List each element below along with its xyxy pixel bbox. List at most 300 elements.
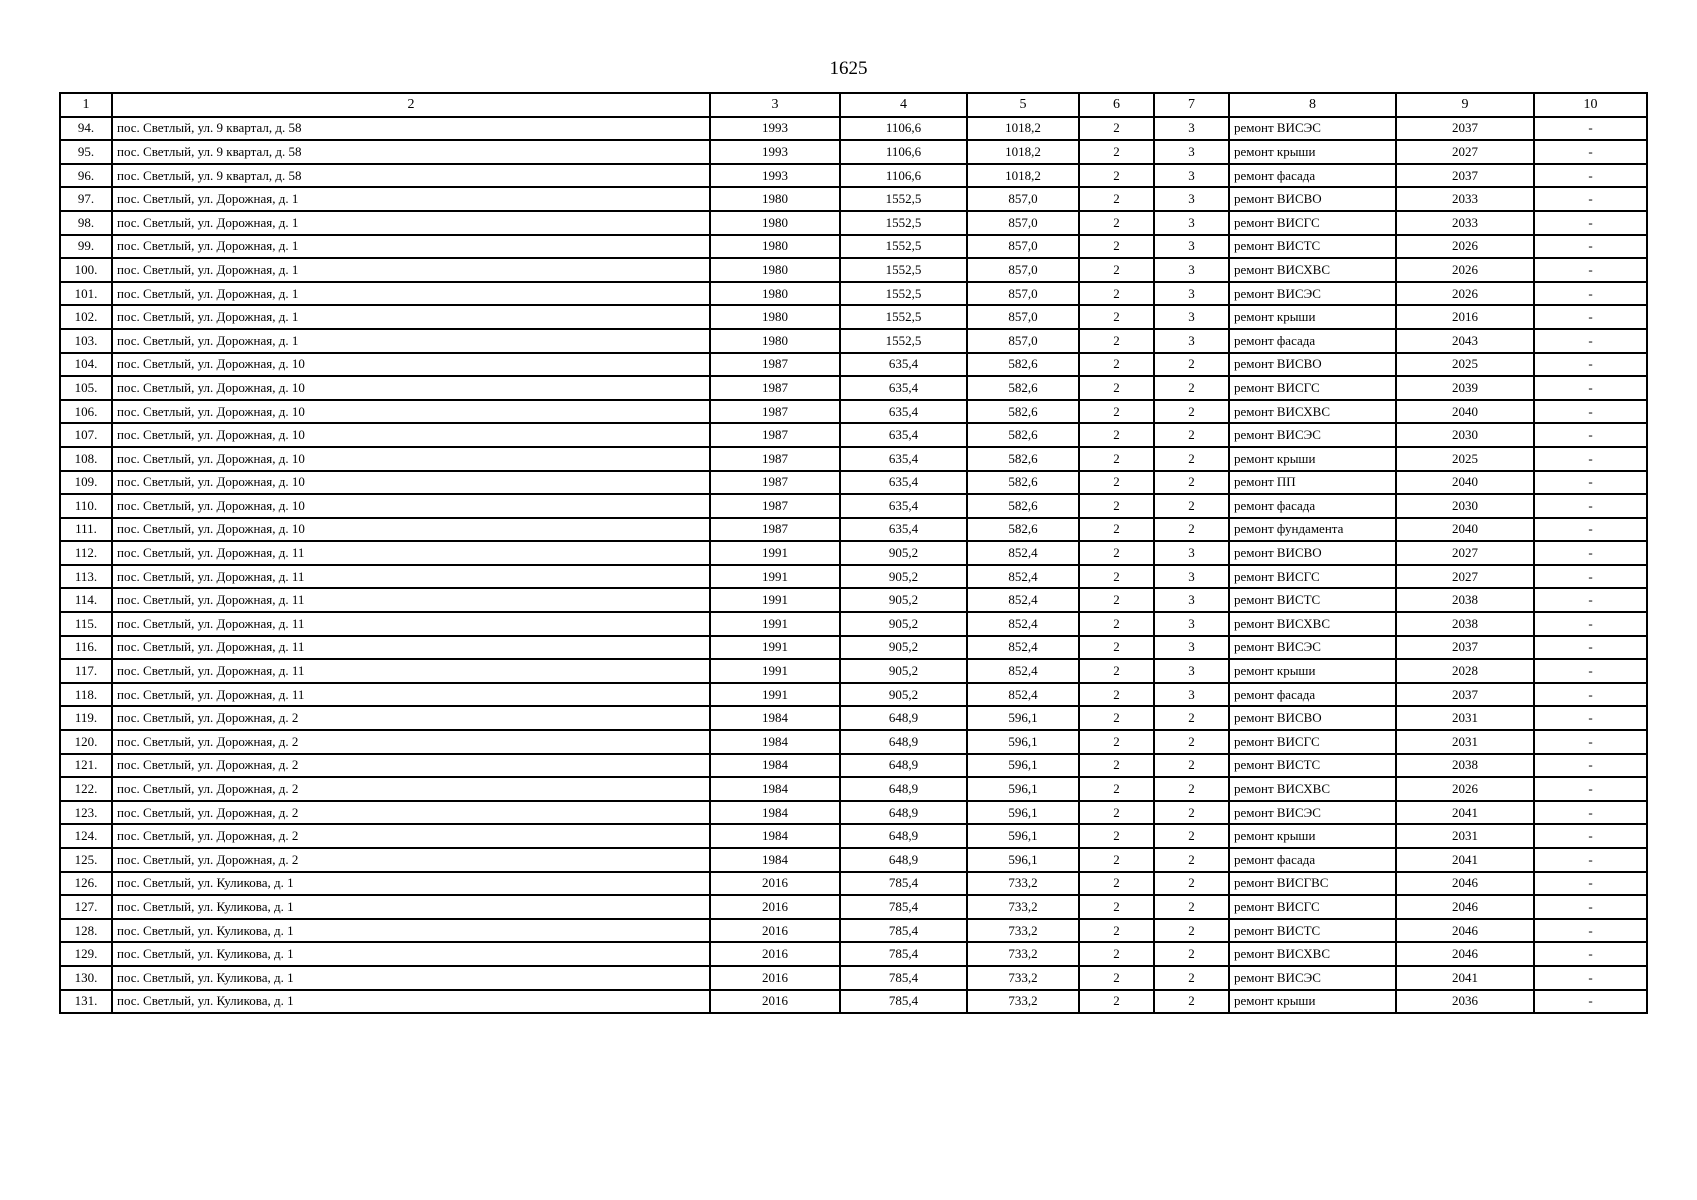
row-number-cell: 97. xyxy=(60,187,112,211)
build-year-cell: 1984 xyxy=(710,777,840,801)
col-6-value-cell: 2 xyxy=(1079,636,1154,660)
planned-year-cell: 2039 xyxy=(1396,376,1534,400)
living-area-cell: 1018,2 xyxy=(967,140,1079,164)
col-7-value-cell: 3 xyxy=(1154,612,1229,636)
table-row xyxy=(60,235,1647,259)
planned-year-cell: 2041 xyxy=(1396,966,1534,990)
col-6-value-cell: 2 xyxy=(1079,872,1154,896)
col-6-value-cell: 2 xyxy=(1079,400,1154,424)
living-area-cell: 733,2 xyxy=(967,895,1079,919)
row-number-cell: 107. xyxy=(60,423,112,447)
address-cell: пос. Светлый, ул. Дорожная, д. 11 xyxy=(112,659,710,683)
row-number-cell: 98. xyxy=(60,211,112,235)
total-area-cell: 635,4 xyxy=(840,494,967,518)
table-row xyxy=(60,919,1647,943)
row-number-cell: 116. xyxy=(60,636,112,660)
build-year-cell: 1980 xyxy=(710,235,840,259)
col-7-value-cell: 3 xyxy=(1154,211,1229,235)
build-year-cell: 1980 xyxy=(710,305,840,329)
col-7-value-cell: 3 xyxy=(1154,659,1229,683)
col-6-value-cell: 2 xyxy=(1079,754,1154,778)
col-6-value-cell: 2 xyxy=(1079,164,1154,188)
table-row xyxy=(60,541,1647,565)
planned-year-cell: 2038 xyxy=(1396,588,1534,612)
col-6-value-cell: 2 xyxy=(1079,305,1154,329)
build-year-cell: 2016 xyxy=(710,990,840,1014)
build-year-cell: 1987 xyxy=(710,353,840,377)
col-7-value-cell: 3 xyxy=(1154,117,1229,141)
living-area-cell: 596,1 xyxy=(967,824,1079,848)
row-number-cell: 119. xyxy=(60,706,112,730)
planned-year-cell: 2031 xyxy=(1396,730,1534,754)
build-year-cell: 1987 xyxy=(710,376,840,400)
col-10-value-cell: - xyxy=(1534,966,1647,990)
total-area-cell: 648,9 xyxy=(840,777,967,801)
address-cell: пос. Светлый, ул. Дорожная, д. 11 xyxy=(112,636,710,660)
column-header-9: 9 xyxy=(1396,93,1534,117)
row-number-cell: 109. xyxy=(60,471,112,495)
address-cell: пос. Светлый, ул. Дорожная, д. 11 xyxy=(112,565,710,589)
row-number-cell: 120. xyxy=(60,730,112,754)
planned-year-cell: 2040 xyxy=(1396,518,1534,542)
build-year-cell: 1991 xyxy=(710,541,840,565)
table-row xyxy=(60,730,1647,754)
build-year-cell: 1984 xyxy=(710,848,840,872)
planned-year-cell: 2037 xyxy=(1396,636,1534,660)
col-7-value-cell: 3 xyxy=(1154,282,1229,306)
col-6-value-cell: 2 xyxy=(1079,659,1154,683)
living-area-cell: 852,4 xyxy=(967,612,1079,636)
col-10-value-cell: - xyxy=(1534,164,1647,188)
row-number-cell: 117. xyxy=(60,659,112,683)
planned-year-cell: 2027 xyxy=(1396,140,1534,164)
living-area-cell: 582,6 xyxy=(967,471,1079,495)
total-area-cell: 1552,5 xyxy=(840,282,967,306)
col-10-value-cell: - xyxy=(1534,706,1647,730)
col-10-value-cell: - xyxy=(1534,777,1647,801)
planned-year-cell: 2040 xyxy=(1396,471,1534,495)
address-cell: пос. Светлый, ул. Дорожная, д. 11 xyxy=(112,541,710,565)
table-row xyxy=(60,824,1647,848)
row-number-cell: 96. xyxy=(60,164,112,188)
col-7-value-cell: 3 xyxy=(1154,235,1229,259)
column-header-8: 8 xyxy=(1229,93,1396,117)
row-number-cell: 123. xyxy=(60,801,112,825)
total-area-cell: 648,9 xyxy=(840,706,967,730)
build-year-cell: 1987 xyxy=(710,518,840,542)
col-7-value-cell: 3 xyxy=(1154,636,1229,660)
address-cell: пос. Светлый, ул. Дорожная, д. 2 xyxy=(112,848,710,872)
total-area-cell: 1552,5 xyxy=(840,235,967,259)
col-7-value-cell: 2 xyxy=(1154,494,1229,518)
table-row xyxy=(60,565,1647,589)
row-number-cell: 112. xyxy=(60,541,112,565)
total-area-cell: 785,4 xyxy=(840,919,967,943)
address-cell: пос. Светлый, ул. Дорожная, д. 1 xyxy=(112,187,710,211)
col-7-value-cell: 2 xyxy=(1154,942,1229,966)
col-6-value-cell: 2 xyxy=(1079,494,1154,518)
col-10-value-cell: - xyxy=(1534,518,1647,542)
planned-year-cell: 2040 xyxy=(1396,400,1534,424)
table-row xyxy=(60,895,1647,919)
row-number-cell: 127. xyxy=(60,895,112,919)
col-10-value-cell: - xyxy=(1534,541,1647,565)
living-area-cell: 582,6 xyxy=(967,447,1079,471)
living-area-cell: 582,6 xyxy=(967,400,1079,424)
col-10-value-cell: - xyxy=(1534,447,1647,471)
table-row xyxy=(60,636,1647,660)
col-10-value-cell: - xyxy=(1534,801,1647,825)
work-type-cell: ремонт ВИСТС xyxy=(1229,235,1396,259)
total-area-cell: 648,9 xyxy=(840,754,967,778)
row-number-cell: 130. xyxy=(60,966,112,990)
address-cell: пос. Светлый, ул. Дорожная, д. 10 xyxy=(112,400,710,424)
total-area-cell: 905,2 xyxy=(840,565,967,589)
col-6-value-cell: 2 xyxy=(1079,895,1154,919)
build-year-cell: 2016 xyxy=(710,942,840,966)
table-row xyxy=(60,423,1647,447)
work-type-cell: ремонт ВИСГВС xyxy=(1229,872,1396,896)
table-row xyxy=(60,447,1647,471)
column-header-5: 5 xyxy=(967,93,1079,117)
row-number-cell: 126. xyxy=(60,872,112,896)
total-area-cell: 1106,6 xyxy=(840,140,967,164)
row-number-cell: 114. xyxy=(60,588,112,612)
col-10-value-cell: - xyxy=(1534,305,1647,329)
address-cell: пос. Светлый, ул. Дорожная, д. 1 xyxy=(112,305,710,329)
address-cell: пос. Светлый, ул. Дорожная, д. 2 xyxy=(112,706,710,730)
build-year-cell: 1980 xyxy=(710,211,840,235)
row-number-cell: 101. xyxy=(60,282,112,306)
row-number-cell: 110. xyxy=(60,494,112,518)
build-year-cell: 2016 xyxy=(710,895,840,919)
planned-year-cell: 2031 xyxy=(1396,706,1534,730)
build-year-cell: 1987 xyxy=(710,423,840,447)
build-year-cell: 1991 xyxy=(710,565,840,589)
build-year-cell: 1991 xyxy=(710,612,840,636)
work-type-cell: ремонт ВИСХВС xyxy=(1229,400,1396,424)
living-area-cell: 857,0 xyxy=(967,329,1079,353)
planned-year-cell: 2041 xyxy=(1396,801,1534,825)
planned-year-cell: 2046 xyxy=(1396,942,1534,966)
page-number: 1625 xyxy=(829,58,868,79)
row-number-cell: 129. xyxy=(60,942,112,966)
col-10-value-cell: - xyxy=(1534,848,1647,872)
col-7-value-cell: 2 xyxy=(1154,471,1229,495)
row-number-cell: 102. xyxy=(60,305,112,329)
living-area-cell: 582,6 xyxy=(967,518,1079,542)
address-cell: пос. Светлый, ул. Дорожная, д. 11 xyxy=(112,588,710,612)
table-row xyxy=(60,376,1647,400)
row-number-cell: 125. xyxy=(60,848,112,872)
col-6-value-cell: 2 xyxy=(1079,565,1154,589)
table-row xyxy=(60,471,1647,495)
col-10-value-cell: - xyxy=(1534,730,1647,754)
col-6-value-cell: 2 xyxy=(1079,423,1154,447)
work-type-cell: ремонт ВИСХВС xyxy=(1229,258,1396,282)
col-7-value-cell: 3 xyxy=(1154,187,1229,211)
build-year-cell: 1987 xyxy=(710,447,840,471)
table-row xyxy=(60,353,1647,377)
col-7-value-cell: 2 xyxy=(1154,730,1229,754)
col-6-value-cell: 2 xyxy=(1079,824,1154,848)
row-number-cell: 100. xyxy=(60,258,112,282)
planned-year-cell: 2030 xyxy=(1396,423,1534,447)
col-6-value-cell: 2 xyxy=(1079,942,1154,966)
column-header-7: 7 xyxy=(1154,93,1229,117)
address-cell: пос. Светлый, ул. Дорожная, д. 10 xyxy=(112,353,710,377)
col-7-value-cell: 2 xyxy=(1154,872,1229,896)
address-cell: пос. Светлый, ул. Дорожная, д. 1 xyxy=(112,329,710,353)
planned-year-cell: 2033 xyxy=(1396,187,1534,211)
total-area-cell: 785,4 xyxy=(840,942,967,966)
col-6-value-cell: 2 xyxy=(1079,258,1154,282)
repair-schedule-table xyxy=(59,92,1648,1014)
address-cell: пос. Светлый, ул. Дорожная, д. 11 xyxy=(112,612,710,636)
col-6-value-cell: 2 xyxy=(1079,801,1154,825)
column-header-3: 3 xyxy=(710,93,840,117)
build-year-cell: 1987 xyxy=(710,494,840,518)
work-type-cell: ремонт ВИСЭС xyxy=(1229,966,1396,990)
address-cell: пос. Светлый, ул. Дорожная, д. 2 xyxy=(112,824,710,848)
address-cell: пос. Светлый, ул. Дорожная, д. 10 xyxy=(112,471,710,495)
table-row xyxy=(60,518,1647,542)
living-area-cell: 857,0 xyxy=(967,305,1079,329)
address-cell: пос. Светлый, ул. Куликова, д. 1 xyxy=(112,990,710,1014)
col-6-value-cell: 2 xyxy=(1079,966,1154,990)
col-10-value-cell: - xyxy=(1534,636,1647,660)
living-area-cell: 596,1 xyxy=(967,777,1079,801)
work-type-cell: ремонт фасада xyxy=(1229,164,1396,188)
work-type-cell: ремонт фундамента xyxy=(1229,518,1396,542)
table-row xyxy=(60,872,1647,896)
col-10-value-cell: - xyxy=(1534,211,1647,235)
col-10-value-cell: - xyxy=(1534,376,1647,400)
living-area-cell: 596,1 xyxy=(967,801,1079,825)
row-number-cell: 115. xyxy=(60,612,112,636)
col-7-value-cell: 3 xyxy=(1154,329,1229,353)
work-type-cell: ремонт фасада xyxy=(1229,329,1396,353)
table-row xyxy=(60,211,1647,235)
work-type-cell: ремонт ВИСЭС xyxy=(1229,117,1396,141)
planned-year-cell: 2025 xyxy=(1396,353,1534,377)
col-10-value-cell: - xyxy=(1534,494,1647,518)
planned-year-cell: 2026 xyxy=(1396,235,1534,259)
row-number-cell: 94. xyxy=(60,117,112,141)
living-area-cell: 852,4 xyxy=(967,636,1079,660)
col-10-value-cell: - xyxy=(1534,919,1647,943)
col-6-value-cell: 2 xyxy=(1079,683,1154,707)
total-area-cell: 635,4 xyxy=(840,353,967,377)
planned-year-cell: 2043 xyxy=(1396,329,1534,353)
build-year-cell: 1987 xyxy=(710,400,840,424)
col-7-value-cell: 2 xyxy=(1154,447,1229,471)
work-type-cell: ремонт ВИСТС xyxy=(1229,919,1396,943)
address-cell: пос. Светлый, ул. Дорожная, д. 1 xyxy=(112,258,710,282)
col-7-value-cell: 3 xyxy=(1154,565,1229,589)
address-cell: пос. Светлый, ул. 9 квартал, д. 58 xyxy=(112,140,710,164)
total-area-cell: 1552,5 xyxy=(840,211,967,235)
col-7-value-cell: 2 xyxy=(1154,400,1229,424)
planned-year-cell: 2038 xyxy=(1396,612,1534,636)
living-area-cell: 857,0 xyxy=(967,235,1079,259)
col-6-value-cell: 2 xyxy=(1079,612,1154,636)
col-7-value-cell: 3 xyxy=(1154,305,1229,329)
col-6-value-cell: 2 xyxy=(1079,447,1154,471)
col-7-value-cell: 2 xyxy=(1154,423,1229,447)
work-type-cell: ремонт ВИСХВС xyxy=(1229,777,1396,801)
build-year-cell: 2016 xyxy=(710,966,840,990)
col-6-value-cell: 2 xyxy=(1079,140,1154,164)
row-number-cell: 131. xyxy=(60,990,112,1014)
col-10-value-cell: - xyxy=(1534,754,1647,778)
work-type-cell: ремонт крыши xyxy=(1229,990,1396,1014)
col-7-value-cell: 2 xyxy=(1154,824,1229,848)
address-cell: пос. Светлый, ул. Дорожная, д. 10 xyxy=(112,423,710,447)
work-type-cell: ремонт ВИСВО xyxy=(1229,353,1396,377)
total-area-cell: 635,4 xyxy=(840,423,967,447)
build-year-cell: 1993 xyxy=(710,140,840,164)
col-7-value-cell: 2 xyxy=(1154,801,1229,825)
row-number-cell: 118. xyxy=(60,683,112,707)
work-type-cell: ремонт фасада xyxy=(1229,494,1396,518)
planned-year-cell: 2026 xyxy=(1396,258,1534,282)
table-row xyxy=(60,990,1647,1014)
table-row xyxy=(60,659,1647,683)
col-10-value-cell: - xyxy=(1534,140,1647,164)
row-number-cell: 113. xyxy=(60,565,112,589)
table-row xyxy=(60,754,1647,778)
table-row xyxy=(60,683,1647,707)
col-6-value-cell: 2 xyxy=(1079,848,1154,872)
living-area-cell: 596,1 xyxy=(967,730,1079,754)
total-area-cell: 648,9 xyxy=(840,848,967,872)
table-row xyxy=(60,305,1647,329)
col-6-value-cell: 2 xyxy=(1079,588,1154,612)
col-7-value-cell: 2 xyxy=(1154,777,1229,801)
living-area-cell: 852,4 xyxy=(967,659,1079,683)
col-10-value-cell: - xyxy=(1534,659,1647,683)
living-area-cell: 852,4 xyxy=(967,565,1079,589)
living-area-cell: 596,1 xyxy=(967,706,1079,730)
table-body xyxy=(60,117,1647,1014)
table-row xyxy=(60,140,1647,164)
total-area-cell: 905,2 xyxy=(840,659,967,683)
address-cell: пос. Светлый, ул. Дорожная, д. 10 xyxy=(112,447,710,471)
row-number-cell: 105. xyxy=(60,376,112,400)
planned-year-cell: 2046 xyxy=(1396,919,1534,943)
col-7-value-cell: 2 xyxy=(1154,966,1229,990)
row-number-cell: 111. xyxy=(60,518,112,542)
build-year-cell: 2016 xyxy=(710,872,840,896)
col-6-value-cell: 2 xyxy=(1079,282,1154,306)
col-7-value-cell: 2 xyxy=(1154,706,1229,730)
total-area-cell: 635,4 xyxy=(840,376,967,400)
build-year-cell: 2016 xyxy=(710,919,840,943)
header-row xyxy=(60,93,1647,117)
build-year-cell: 1993 xyxy=(710,117,840,141)
work-type-cell: ремонт крыши xyxy=(1229,824,1396,848)
build-year-cell: 1987 xyxy=(710,471,840,495)
table-row xyxy=(60,848,1647,872)
address-cell: пос. Светлый, ул. Куликова, д. 1 xyxy=(112,895,710,919)
total-area-cell: 648,9 xyxy=(840,801,967,825)
total-area-cell: 785,4 xyxy=(840,990,967,1014)
address-cell: пос. Светлый, ул. Дорожная, д. 10 xyxy=(112,376,710,400)
planned-year-cell: 2027 xyxy=(1396,565,1534,589)
col-7-value-cell: 3 xyxy=(1154,588,1229,612)
total-area-cell: 1552,5 xyxy=(840,258,967,282)
planned-year-cell: 2025 xyxy=(1396,447,1534,471)
planned-year-cell: 2037 xyxy=(1396,164,1534,188)
total-area-cell: 635,4 xyxy=(840,518,967,542)
row-number-cell: 104. xyxy=(60,353,112,377)
living-area-cell: 582,6 xyxy=(967,353,1079,377)
col-10-value-cell: - xyxy=(1534,258,1647,282)
living-area-cell: 733,2 xyxy=(967,919,1079,943)
total-area-cell: 905,2 xyxy=(840,541,967,565)
work-type-cell: ремонт фасада xyxy=(1229,848,1396,872)
col-10-value-cell: - xyxy=(1534,990,1647,1014)
total-area-cell: 635,4 xyxy=(840,471,967,495)
col-10-value-cell: - xyxy=(1534,588,1647,612)
total-area-cell: 785,4 xyxy=(840,895,967,919)
col-10-value-cell: - xyxy=(1534,471,1647,495)
col-10-value-cell: - xyxy=(1534,872,1647,896)
total-area-cell: 905,2 xyxy=(840,636,967,660)
col-6-value-cell: 2 xyxy=(1079,730,1154,754)
table-row xyxy=(60,187,1647,211)
col-10-value-cell: - xyxy=(1534,187,1647,211)
build-year-cell: 1984 xyxy=(710,801,840,825)
total-area-cell: 785,4 xyxy=(840,966,967,990)
col-7-value-cell: 2 xyxy=(1154,376,1229,400)
col-6-value-cell: 2 xyxy=(1079,990,1154,1014)
total-area-cell: 1552,5 xyxy=(840,187,967,211)
column-header-4: 4 xyxy=(840,93,967,117)
col-10-value-cell: - xyxy=(1534,683,1647,707)
living-area-cell: 733,2 xyxy=(967,872,1079,896)
planned-year-cell: 2037 xyxy=(1396,117,1534,141)
work-type-cell: ремонт ВИСВО xyxy=(1229,187,1396,211)
living-area-cell: 852,4 xyxy=(967,588,1079,612)
work-type-cell: ремонт ВИСГС xyxy=(1229,376,1396,400)
build-year-cell: 1980 xyxy=(710,329,840,353)
work-type-cell: ремонт ВИСВО xyxy=(1229,541,1396,565)
table-row xyxy=(60,258,1647,282)
col-10-value-cell: - xyxy=(1534,612,1647,636)
build-year-cell: 1991 xyxy=(710,659,840,683)
work-type-cell: ремонт крыши xyxy=(1229,140,1396,164)
col-10-value-cell: - xyxy=(1534,565,1647,589)
row-number-cell: 95. xyxy=(60,140,112,164)
work-type-cell: ремонт ВИСХВС xyxy=(1229,942,1396,966)
col-6-value-cell: 2 xyxy=(1079,376,1154,400)
col-10-value-cell: - xyxy=(1534,423,1647,447)
work-type-cell: ремонт ВИСЭС xyxy=(1229,282,1396,306)
col-7-value-cell: 3 xyxy=(1154,683,1229,707)
table-row xyxy=(60,494,1647,518)
work-type-cell: ремонт ВИСГС xyxy=(1229,730,1396,754)
col-6-value-cell: 2 xyxy=(1079,777,1154,801)
work-type-cell: ремонт ВИСЭС xyxy=(1229,636,1396,660)
table-row xyxy=(60,966,1647,990)
planned-year-cell: 2026 xyxy=(1396,282,1534,306)
address-cell: пос. Светлый, ул. Куликова, д. 1 xyxy=(112,919,710,943)
col-7-value-cell: 2 xyxy=(1154,754,1229,778)
table-row xyxy=(60,706,1647,730)
work-type-cell: ремонт ВИСГС xyxy=(1229,895,1396,919)
